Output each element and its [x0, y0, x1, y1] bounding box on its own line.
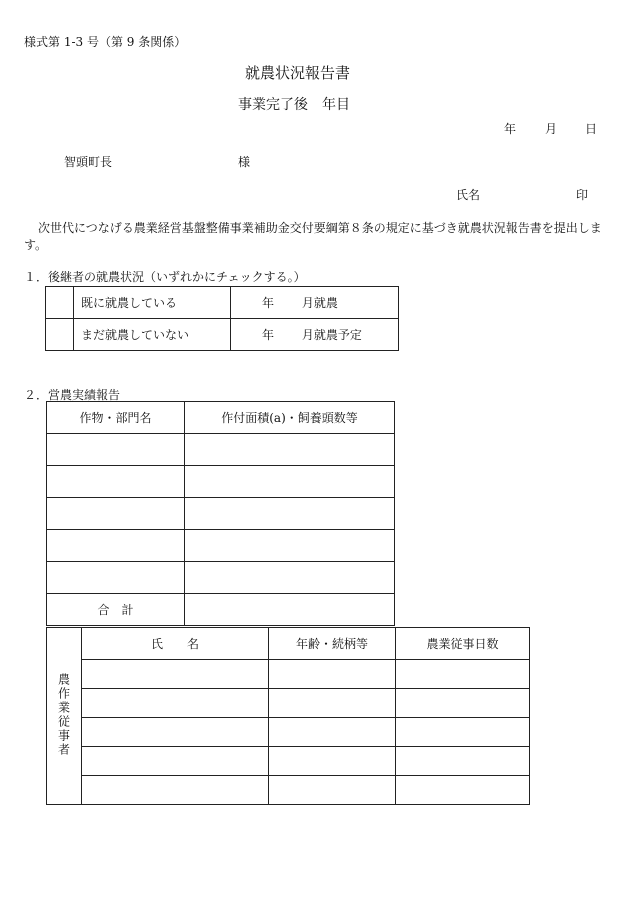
crop-cell[interactable] — [47, 466, 185, 498]
status-year: 年 — [262, 328, 275, 342]
worker-name-cell[interactable] — [82, 718, 269, 747]
worker-age-cell[interactable] — [269, 747, 396, 776]
column-header-days: 農業従事日数 — [396, 628, 530, 660]
worker-name-cell[interactable] — [82, 660, 269, 689]
table-header-row — [47, 628, 530, 660]
crop-cell[interactable] — [47, 562, 185, 594]
area-cell[interactable] — [185, 562, 395, 594]
worker-days-cell[interactable] — [396, 776, 530, 805]
table-row — [47, 434, 395, 466]
status-label: まだ就農していない — [74, 319, 231, 351]
section1-heading: １．後継者の就農状況（いずれかにチェックする。） — [24, 270, 306, 284]
total-label: 合 計 — [47, 594, 185, 626]
area-cell[interactable] — [185, 498, 395, 530]
workers-side-label: 農作業従事者 — [56, 672, 71, 757]
status-date-cell[interactable] — [231, 319, 399, 351]
farm-workers-table — [46, 627, 530, 805]
worker-days-cell[interactable] — [396, 747, 530, 776]
worker-age-cell[interactable] — [269, 718, 396, 747]
worker-name-cell[interactable] — [82, 747, 269, 776]
worker-age-cell[interactable] — [269, 689, 396, 718]
column-header-area: 作付面積(a)・飼養頭数等 — [185, 402, 395, 434]
crop-cell[interactable] — [47, 498, 185, 530]
succession-status-table — [45, 286, 399, 351]
date-year[interactable]: 年 — [504, 122, 517, 136]
document-title: 就農状況報告書 — [245, 64, 351, 82]
worker-days-cell[interactable] — [396, 689, 530, 718]
table-row — [47, 660, 530, 689]
document-subtitle: 事業完了後 年目 — [238, 97, 350, 113]
table-row — [46, 319, 399, 351]
crop-cell[interactable] — [47, 434, 185, 466]
applicant-name-label: 氏名 — [456, 188, 481, 202]
farming-results-table — [46, 401, 395, 626]
table-row — [47, 498, 395, 530]
column-header-age: 年齢・続柄等 — [269, 628, 396, 660]
addressee-honorific: 様 — [238, 155, 251, 169]
date-month[interactable]: 月 — [545, 122, 558, 136]
table-row — [47, 776, 530, 805]
table-row — [47, 466, 395, 498]
column-header-crop: 作物・部門名 — [47, 402, 185, 434]
table-row — [47, 747, 530, 776]
area-cell[interactable] — [185, 530, 395, 562]
worker-age-cell[interactable] — [269, 660, 396, 689]
column-header-name: 氏 名 — [82, 628, 269, 660]
table-row — [47, 689, 530, 718]
area-cell[interactable] — [185, 434, 395, 466]
form-number: 様式第 1-3 号（第 9 条関係） — [24, 35, 187, 49]
table-row — [47, 718, 530, 747]
status-label: 既に就農している — [74, 287, 231, 319]
worker-name-cell[interactable] — [82, 689, 269, 718]
body-text: 次世代につなげる農業経営基盤整備事業補助金交付要綱第８条の規定に基づき就農状況報告書を提出します。 — [24, 221, 602, 252]
date-day[interactable]: 日 — [585, 122, 598, 136]
worker-days-cell[interactable] — [396, 718, 530, 747]
seal-mark: 印 — [576, 188, 589, 202]
table-row — [47, 562, 395, 594]
total-value-cell[interactable] — [185, 594, 395, 626]
status-month: 月就農予定 — [301, 328, 362, 342]
table-row — [46, 287, 399, 319]
workers-side-label-cell — [47, 628, 82, 805]
section2-heading: ２．営農実績報告 — [24, 388, 121, 402]
addressee-name: 智頭町長 — [64, 155, 113, 169]
status-checkbox[interactable] — [46, 319, 74, 351]
status-year: 年 — [262, 296, 275, 310]
crop-cell[interactable] — [47, 530, 185, 562]
table-header-row — [47, 402, 395, 434]
table-row — [47, 530, 395, 562]
worker-age-cell[interactable] — [269, 776, 396, 805]
total-row — [47, 594, 395, 626]
worker-days-cell[interactable] — [396, 660, 530, 689]
status-checkbox[interactable] — [46, 287, 74, 319]
status-date-cell[interactable] — [231, 287, 399, 319]
worker-name-cell[interactable] — [82, 776, 269, 805]
status-month: 月就農 — [301, 296, 338, 310]
area-cell[interactable] — [185, 466, 395, 498]
